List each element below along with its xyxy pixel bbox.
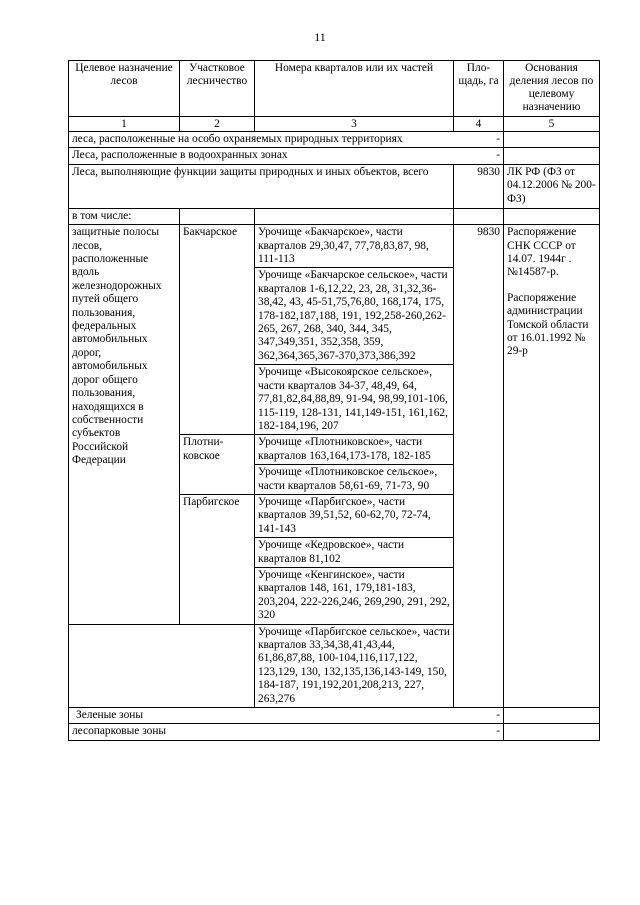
row-area: - <box>496 709 500 722</box>
quarters-cell: Урочище «Парбигское», части кварталов 39,51,52, 60-62,70, 72-74, 141-143 <box>255 494 454 537</box>
row-functions-label: Леса, выполняющие функции защиты природных и иных объектов, всего <box>69 164 454 208</box>
table-row <box>69 148 600 164</box>
empty-cell <box>504 208 600 224</box>
table-row <box>69 724 600 740</box>
header-forestry: Участковое лесничество <box>180 61 255 117</box>
table-row <box>69 225 600 268</box>
quarters-cell: Урочище «Бакчарское», части кварталов 29,30,47, 77,78,83,87, 98, 111-113 <box>255 225 454 268</box>
column-number: 3 <box>255 117 454 132</box>
header-purpose: Целевое назначение лесов <box>69 61 180 117</box>
row-label: Зеленые зоны <box>76 709 144 722</box>
empty-cell <box>180 208 255 224</box>
column-number: 4 <box>454 117 504 132</box>
quarters-cell: Урочище «Плотниковское», части кварталов 163,164,173-178, 182-185 <box>255 435 454 465</box>
row-functions-basis: ЛК РФ (ФЗ от 04.12.2006 № 200-ФЗ) <box>504 164 600 208</box>
row-green-label <box>69 708 504 724</box>
empty-cell <box>69 624 255 707</box>
row-protected-label <box>69 132 504 148</box>
quarters-cell: Урочище «Плотниковское сельское», части кварталов 58,61-69, 71-73, 90 <box>255 465 454 495</box>
row-parks-label <box>69 724 504 740</box>
row-label: леса, расположенные на особо охраняемых природных территориях <box>72 133 403 145</box>
table-row <box>69 208 600 224</box>
quarters-cell: Урочище «Бакчарское сельское», части кварталов 1-6,12,22, 23, 28, 31,32,36-38,42, 43, 45-51,75,76,80, 168,174, 175, 178-182,187,188, 191, 192,258-260,262-265, 267, 268, 340, 344, 345, 347,349,351, 352,358, 359, 362,364,365,367-370,373,386,392 <box>255 268 454 365</box>
row-label: лесопарковые зоны <box>72 725 167 738</box>
forestry-parbig: Парбигское <box>180 494 255 624</box>
row-basis-empty <box>504 708 600 724</box>
strips-basis <box>504 225 600 708</box>
strips-area: 9830 <box>454 225 504 708</box>
table-header-row <box>69 61 600 117</box>
quarters-cell: Урочище «Парбигское сельское», части кварталов 33,34,38,41,43,44, 61,86,87,88, 100-104,116,117,122, 123,129, 130, 132,135,136,143-149, 150, 184-187, 191,192,201,208,213, 227, 263,276 <box>255 624 454 707</box>
page-number: 11 <box>314 30 326 44</box>
row-area: - <box>496 725 500 738</box>
column-number-row <box>69 117 600 132</box>
row-area: - <box>496 133 500 145</box>
quarters-cell: Урочище «Кедровское», части кварталов 81,102 <box>255 538 454 568</box>
row-functions-area: 9830 <box>454 164 504 208</box>
basis-note-1: Распоряжение СНК СССР от 14.07. 1944г .№14587-р. <box>507 226 577 279</box>
table-row <box>69 708 600 724</box>
basis-note-2: Распоряжение администрации Томской области от 16.01.1992 № 29-р <box>507 291 589 358</box>
column-number: 1 <box>69 117 180 132</box>
empty-cell <box>454 208 504 224</box>
table-row <box>69 164 600 208</box>
row-basis-empty <box>504 132 600 148</box>
strips-purpose: защитные полосы лесов, расположенные вдоль железнодорожных путей общего пользования, федеральных автомобильных дорог, автомобильных дорог общего пользования, находящихся в собственности субъектов Российской Федерации <box>69 225 180 624</box>
header-basis: Основания деления лесов по целевому назначению <box>504 61 600 117</box>
row-area: - <box>496 149 500 162</box>
forest-purpose-table <box>68 60 600 741</box>
header-quarters: Номера кварталов или их частей <box>255 61 454 117</box>
quarters-cell: Урочище «Кенгинское», части кварталов 148, 161, 179,181-183, 203,204, 222-226,246, 269,290, 291, 292, 320 <box>255 567 454 624</box>
row-including-label: в том числе: <box>69 208 180 224</box>
row-label: Леса, расположенные в водоохранных зонах <box>72 149 288 162</box>
table-row <box>69 132 600 148</box>
empty-cell <box>255 208 454 224</box>
column-number: 2 <box>180 117 255 132</box>
header-area: Пло-щадь, га <box>454 61 504 117</box>
forestry-bakchar: Бакчарское <box>180 225 255 435</box>
row-basis-empty <box>504 724 600 740</box>
quarters-cell: Урочище «Высокоярское сельское», части кварталов 34-37, 48,49, 64, 77,81,82,84,88,89, 91-94, 98,99,101-106, 115-119, 128-131, 141,149-151, 161,162, 182-184,196, 207 <box>255 365 454 435</box>
column-number: 5 <box>504 117 600 132</box>
forestry-plotnikov: Плотни-ковское <box>180 435 255 495</box>
row-water-label <box>69 148 504 164</box>
row-basis-empty <box>504 148 600 164</box>
